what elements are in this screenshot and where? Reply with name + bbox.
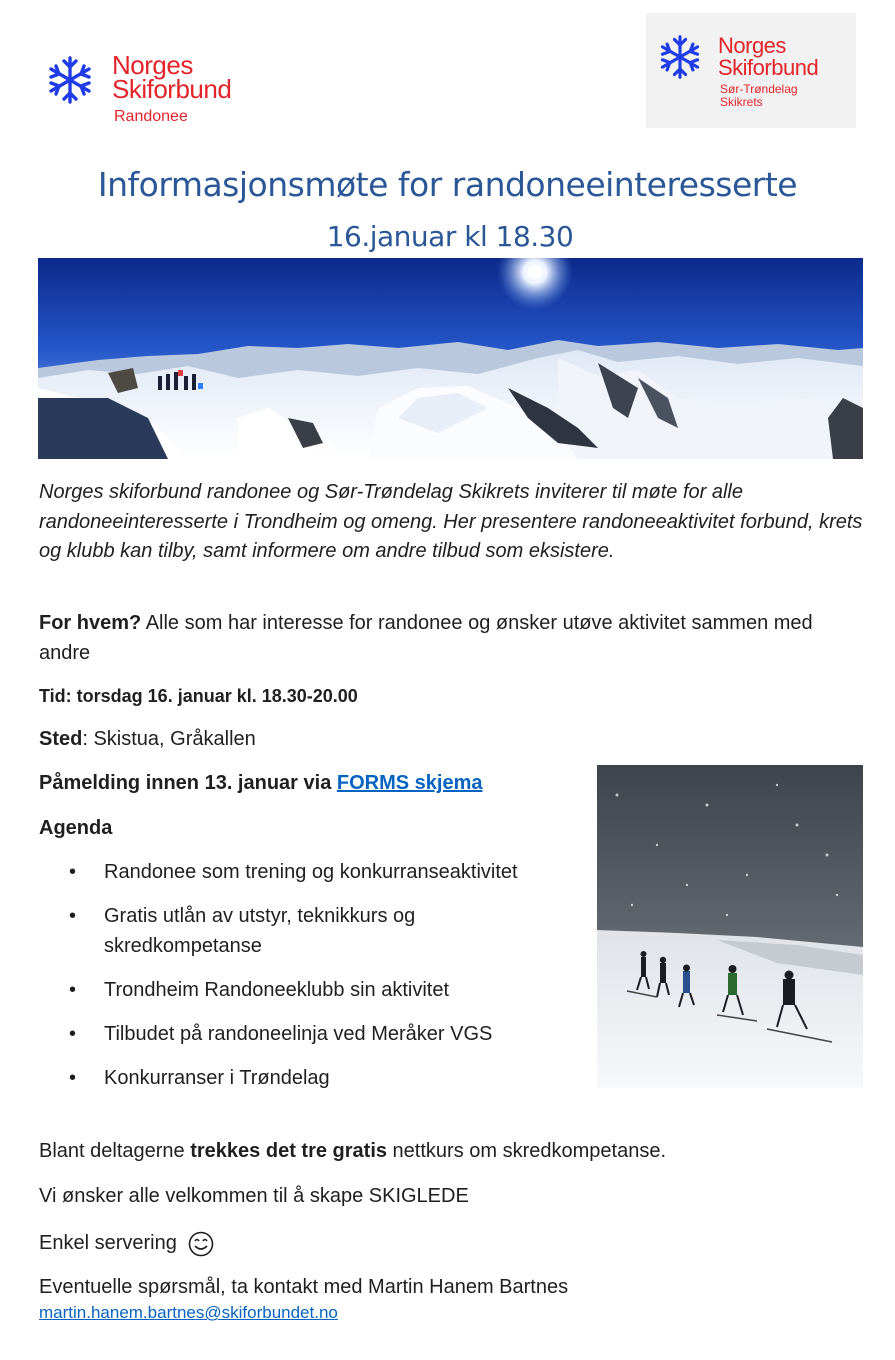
for-hvem-label: For hvem?	[39, 612, 142, 634]
draw-paragraph	[39, 1136, 666, 1166]
agenda-heading: Agenda	[39, 817, 113, 839]
list-item	[69, 901, 589, 961]
bullet: •	[69, 905, 77, 927]
logo-text-skiforbund: Skiforbund	[718, 55, 819, 80]
for-hvem-paragraph	[39, 608, 869, 668]
registration-line	[39, 768, 482, 798]
mountain-panorama-photo	[38, 258, 863, 459]
for-hvem-text: Alle som har interesse for randonee og ønsker utøve aktivitet sammen med andre	[39, 612, 813, 664]
draw-text-before: Blant deltagerne	[39, 1140, 191, 1162]
logo-norges-skiforbund-randonee	[44, 50, 254, 130]
page-title: Informasjonsmøte for randoneeinteresserte	[97, 165, 798, 204]
logo-text-sor-trondelag: Sør-Trøndelag	[720, 82, 798, 96]
location-line	[39, 724, 256, 754]
list-item	[69, 1019, 589, 1049]
forms-link[interactable]: FORMS skjema	[336, 772, 483, 794]
bullet: •	[69, 861, 77, 883]
logo-text-randonee: Randonee	[114, 108, 188, 125]
bullet: •	[69, 1023, 77, 1045]
page-subtitle-date: 16.januar kl 18.30	[326, 220, 574, 253]
logo-text-norges: Norges	[112, 50, 193, 80]
logo-text-skiforbund: Skiforbund	[112, 74, 232, 104]
agenda-item-text: Tilbudet på randoneelinja ved Meråker VGS	[104, 1023, 493, 1045]
logo-text-norges: Norges	[718, 33, 786, 58]
logo-norges-skiforbund-skikrets	[646, 13, 856, 128]
registration-label: Påmelding innen 13. januar via	[39, 772, 337, 794]
bullet: •	[69, 979, 77, 1001]
contact-line: Eventuelle spørsmål, ta kontakt med Martin Hanem Bartnes	[39, 1276, 569, 1298]
agenda-list	[69, 857, 589, 1107]
snowflake-icon	[44, 54, 96, 106]
location-label: Sted	[39, 728, 83, 750]
contact-email-link[interactable]: martin.hanem.bartnes@skiforbundet.no	[39, 1303, 338, 1322]
list-item	[69, 857, 589, 887]
draw-text-after: nettkurs om skredkompetanse.	[387, 1140, 667, 1162]
agenda-item-text: Konkurranser i Trøndelag	[104, 1067, 330, 1089]
servering-text: Enkel servering	[39, 1232, 177, 1254]
skiers-photo	[597, 765, 863, 1088]
snowflake-icon	[656, 33, 704, 81]
logo-text-skikrets: Skikrets	[720, 95, 763, 109]
smiley-icon	[188, 1231, 214, 1257]
draw-text-bold: trekkes det tre gratis	[190, 1140, 387, 1162]
welcome-line: Vi ønsker alle velkommen til å skape SKIGLEDE	[39, 1185, 469, 1207]
agenda-item-text: Trondheim Randoneeklubb sin aktivitet	[104, 979, 450, 1001]
location-text: : Skistua, Gråkallen	[82, 728, 256, 750]
agenda-item-text: Gratis utlån av utstyr, teknikkurs og skredkompetanse	[104, 905, 416, 957]
time-line: Tid: torsdag 16. januar kl. 18.30-20.00	[39, 686, 358, 706]
intro-paragraph: Norges skiforbund randonee og Sør-Trøndelag Skikrets inviterer til møte for alle randoneeinteresserte i Trondheim og omeng. Her presentere randoneeaktivitet forbund, krets og klubb kan tilby, samt informere om andre tilbud som eksistere.	[39, 481, 863, 562]
list-item	[69, 975, 589, 1005]
servering-line	[39, 1228, 214, 1258]
bullet: •	[69, 1067, 77, 1089]
agenda-item-text: Randonee som trening og konkurranseaktivitet	[104, 861, 518, 883]
list-item	[69, 1063, 589, 1093]
